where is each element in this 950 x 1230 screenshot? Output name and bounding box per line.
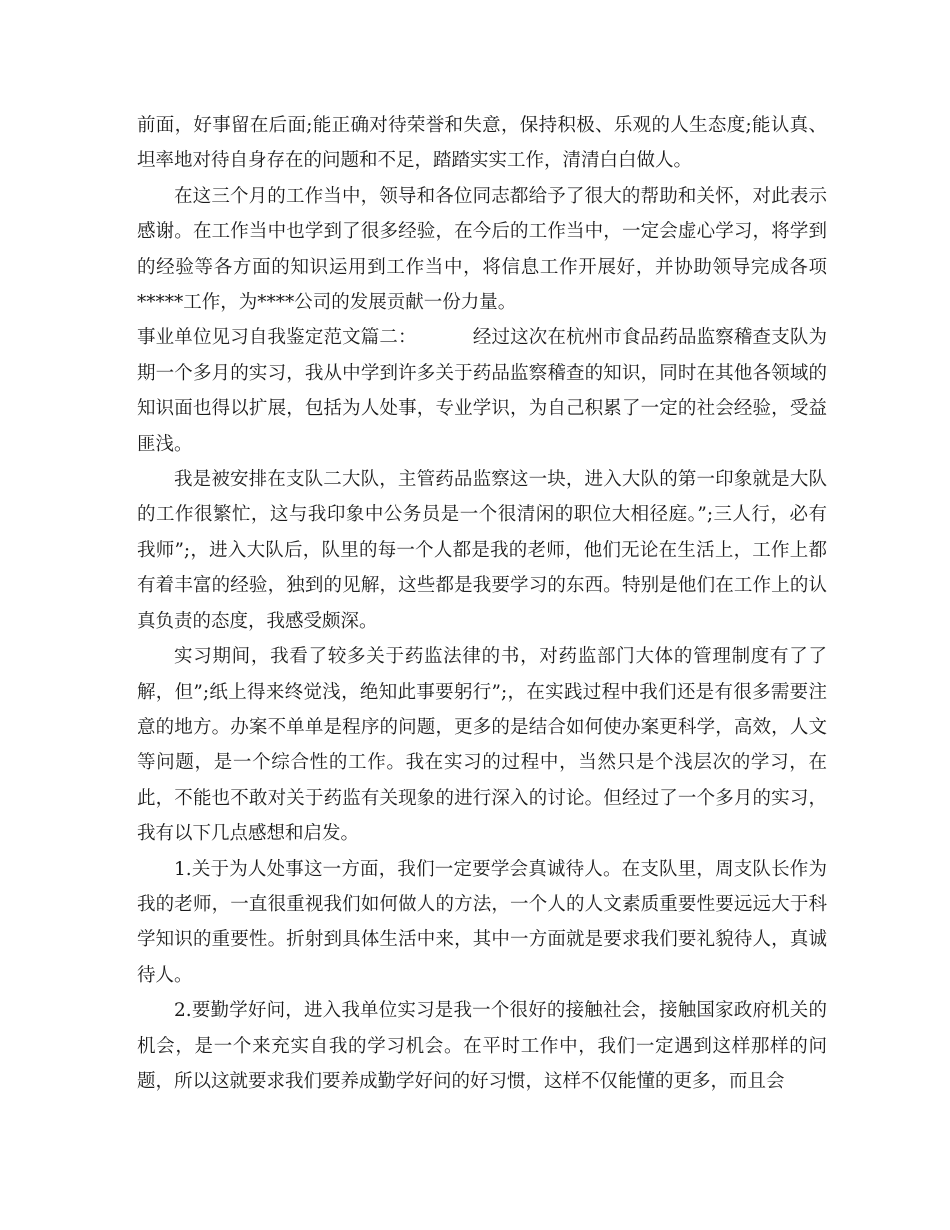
paragraph-internship-period: 实习期间，我看了较多关于药监法律的书，对药监部门大体的管理制度有了了解，但”;纸上得来终觉浅，绝知此事要躬行”;，在实践过程中我们还是有很多需要注意的地方。办案不单单是程序的问题，更多的是结合如何使办案更科学，高效，人文等问题，是一个综合性的工作。我在实习的过程中，当然只是个浅层次的学习，在此，不能也不敢对关于药监有关现象的进行深入的讨论。但经过了一个多月的实习，我有以下几点感想和启发。: [137, 646, 827, 845]
paragraph-point-two: 2.要勤学好问，进入我单位实习是我一个很好的接触社会，接触国家政府机关的机会，是一个来充实自我的学习机会。在平时工作中，我们一定遇到这样那样的问题，所以这就要求我们要养成勤学好问的好习惯，这样不仅能懂的更多，而且会: [137, 1000, 827, 1092]
section-heading: 事业单位见习自我鉴定范文篇二：: [137, 327, 417, 349]
section-intro-text: 经过这次在杭州市食品药品监察稽查支队为期一个多月的实习，我从中学到许多关于药品监察稽查的知识，同时在其他各领域的知识面也得以扩展，包括为人处事，专业学识，为自己积累了一定的社会经验，受益匪浅。: [137, 327, 827, 455]
paragraph-point-one: 1.关于为人处事这一方面，我们一定要学会真诚待人。在支队里，周支队长作为我的老师，一直很重视我们如何做人的方法，一个人的人文素质重要性要远远大于科学知识的重要性。折射到具体生活中来，其中一方面就是要求我们要礼貌待人，真诚待人。: [137, 858, 827, 986]
paragraph-continuation: 前面，好事留在后面;能正确对待荣誉和失意，保持积极、乐观的人生态度;能认真、坦率地对待自身存在的问题和不足，踏踏实实工作，清清白白做人。: [137, 115, 827, 172]
paragraph-assignment: 我是被安排在支队二大队，主管药品监察这一块，进入大队的第一印象就是大队的工作很繁忙，这与我印象中公务员是一个很清闲的职位大相径庭。”;三人行，必有我师”;，进入大队后，队里的每一个人都是我的老师，他们无论在生活上，工作上都有着丰富的经验，独到的见解，这些都是我要学习的东西。特别是他们在工作上的认真负责的态度，我感受颇深。: [137, 469, 827, 632]
document-body: [137, 108, 827, 1099]
paragraph-thanks: 在这三个月的工作当中，领导和各位同志都给予了很大的帮助和关怀，对此表示感谢。在工作当中也学到了很多经验，在今后的工作当中，一定会虚心学习，将学到的经验等各方面的知识运用到工作当中，将信息工作开展好，并协助领导完成各项*****工作，为****公司的发展贡献一份力量。: [137, 185, 827, 314]
paragraph-section-two: [137, 320, 827, 462]
